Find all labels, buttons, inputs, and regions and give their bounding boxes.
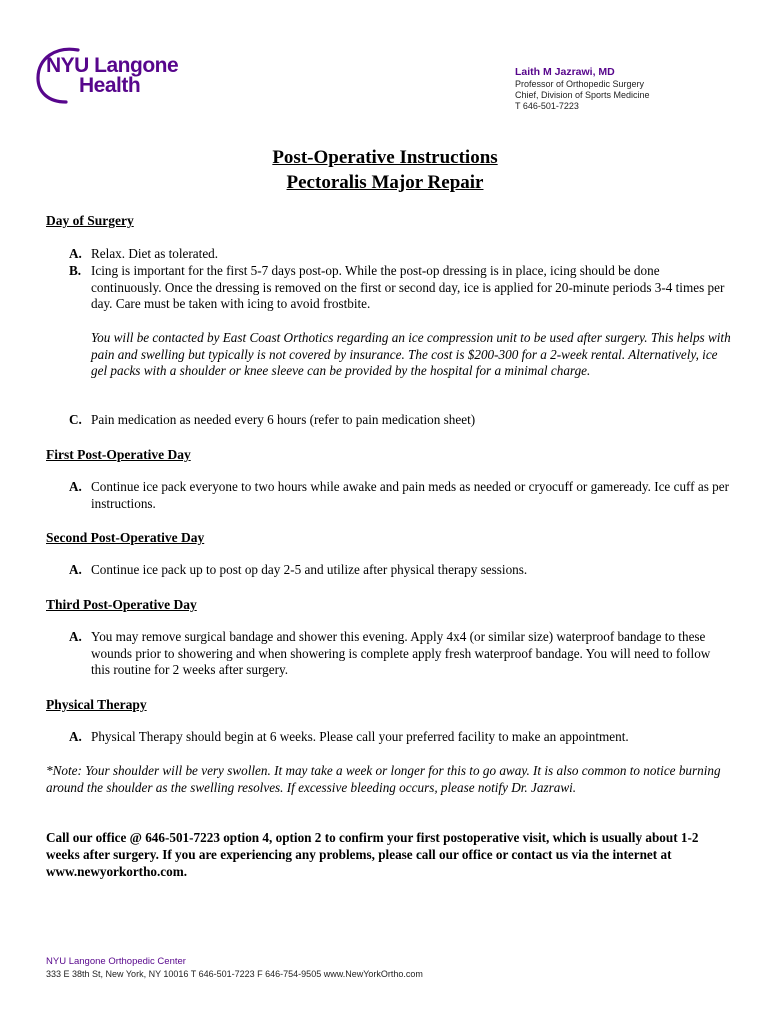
list-marker: A. (69, 562, 82, 577)
physician-title1: Professor of Orthopedic Surgery (515, 79, 645, 89)
logo-line2: Health (79, 74, 141, 97)
section-heading-day-of-surgery: Day of Surgery (46, 213, 134, 228)
physician-info (515, 66, 650, 112)
list-item (69, 263, 729, 313)
list-marker: A. (69, 629, 82, 644)
list-item (69, 629, 729, 679)
list-item (69, 246, 729, 263)
list-item-text: Icing is important for the first 5-7 days post-op. While the post-op dressing is in place, icing should be done continuously. Once the dressing is removed on the first or second day, ice is applied for 20-minute periods 3-4 times per day. Care must be taken with icing to avoid frostbite. (91, 263, 725, 311)
list-marker: B. (69, 263, 82, 278)
list-item (69, 479, 729, 512)
ice-compression-note: You will be contacted by East Coast Orthotics regarding an ice compression unit to be used after surgery. This helps with pain and swelling but typically is not covered by insurance. The cost is $200-300 for a 2-week rental. Alternatively, ice gel packs with a shoulder or knee sleeve can be provided by the hospital for a minimal charge. (91, 330, 731, 378)
page-subtitle: Pectoralis Major Repair (286, 172, 484, 193)
list-item-text: Continue ice pack up to post op day 2-5 and utilize after physical therapy sessions. (91, 562, 528, 577)
logo-wordmark (46, 56, 178, 96)
section-heading-third-day: Third Post-Operative Day (46, 597, 197, 612)
list-item (69, 562, 729, 579)
list-marker: A. (69, 729, 82, 744)
list-item-text: Physical Therapy should begin at 6 weeks. Please call your preferred facility to make an appointment. (91, 729, 629, 744)
page-title: Post-Operative Instructions (272, 147, 498, 168)
physician-name: Laith M Jazrawi, MD (515, 66, 615, 78)
list-item-text: Pain medication as needed every 6 hours (refer to pain medication sheet) (91, 412, 476, 427)
section-heading-physical-therapy: Physical Therapy (46, 697, 147, 712)
list-marker: C. (69, 412, 82, 427)
physician-phone: T 646-501-7223 (515, 101, 579, 111)
section-heading-first-day: First Post-Operative Day (46, 447, 191, 462)
contact-callout: Call our office @ 646-501-7223 option 4, option 2 to confirm your first postoperative visit, which is usually about 1-2 weeks after surgery. If you are experiencing any problems, please call our office or contact us via the internet at www.newyorkortho.com. (46, 830, 699, 879)
list-item (69, 412, 729, 429)
physician-title2: Chief, Division of Sports Medicine (515, 90, 650, 100)
list-marker: A. (69, 246, 82, 261)
list-marker: A. (69, 479, 82, 494)
list-item-text: You may remove surgical bandage and shower this evening. Apply 4x4 (or similar size) waterproof bandage to these wounds prior to showering and when showering is complete apply fresh waterproof bandage. You will need to follow this routine for 2 weeks after surgery. (91, 629, 711, 677)
list-item-text: Continue ice pack everyone to two hours while awake and pain meds as needed or cryocuff or gameready. Ice cuff as per instructions. (91, 479, 729, 511)
list-item (69, 729, 729, 746)
footer-org: NYU Langone Orthopedic Center (46, 956, 186, 967)
logo-line1: NYU Langone (46, 54, 179, 77)
list-item-text: Relax. Diet as tolerated. (91, 246, 219, 261)
section-heading-second-day: Second Post-Operative Day (46, 530, 205, 545)
page-footer (46, 956, 423, 980)
swelling-note: *Note: Your shoulder will be very swollen. It may take a week or longer for this to go away. It is also common to notice burning around the shoulder as the swelling resolves. If excessive bleeding occurs, please notify Dr. Jazrawi. (46, 763, 721, 795)
footer-address: 333 E 38th St, New York, NY 10016 T 646-501-7223 F 646-754-9505 www.NewYorkOrtho.com (46, 969, 423, 979)
